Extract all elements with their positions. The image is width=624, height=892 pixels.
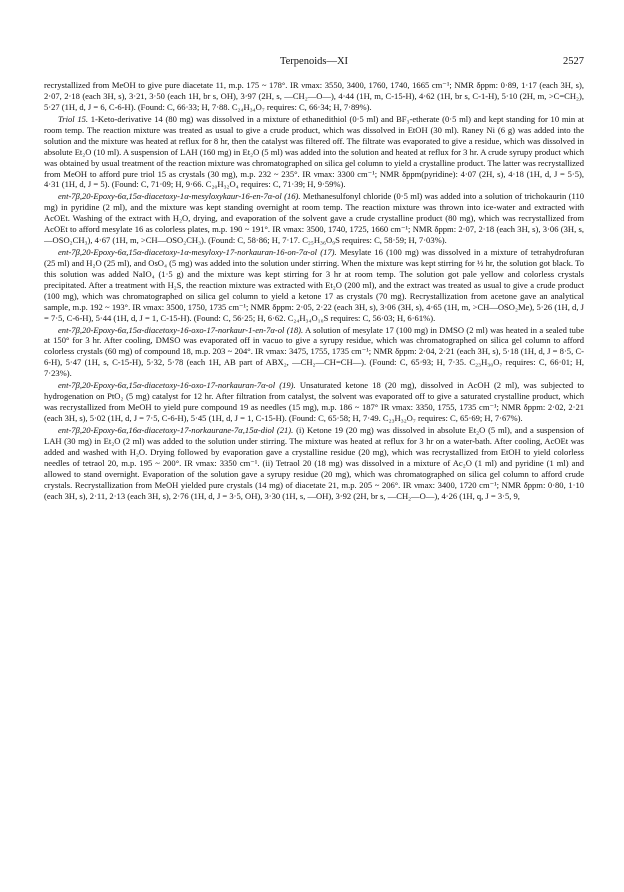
paragraph-lead: ent-7β,20-Epoxy-6α,16α-diacetoxy-17-norkaurane-7α,15α-diol (21). (58, 424, 294, 435)
paragraph-lead: ent-7β,20-Epoxy-6α,15α-diacetoxy-16-oxo-17-norkaur-1-en-7α-ol (18). (58, 324, 304, 335)
paragraph-text: A solution of mesylate 17 (100 mg) in DMSO (2 ml) was heated in a sealed tube at 150° for 3 hr. After cooling, DMSO was evaporated off in vacuo to give a syrupy residue, which was chromatographed on silica gel column to afford colorless crystals (60 mg) of compound 18, m.p. 203 ~ 204°. IR νmax: 3475, 1755, 1735 cm⁻¹; NMR δppm: 2·04, 2·21 (each 3H, s), 5·18 (1H, d, J = 8·5, C-6-H), 5·47 (1H, s, C-15-H), 5·32, 5·78 (each 1H, AB part of ABX₂, —CH₂—CH=CH—). (Found: C, 65·93; H, 7·35. C₂₃H₃₀O₇ requires: C, 66·01; H, 7·23%). (44, 324, 584, 379)
journal-running-title: Terpenoids—XI (279, 56, 349, 67)
paragraph-triol-15 (44, 114, 584, 191)
paragraph-lead: ent-7β,20-Epoxy-6α,15α-diacetoxy-1α-mesyloxykaur-16-en-7α-ol (16). (58, 191, 301, 202)
paragraph-diacetate-11 (44, 80, 584, 113)
page-number: 2527 (563, 56, 584, 67)
paragraph-diacetate-21 (44, 425, 584, 502)
paragraph-compound-18 (44, 325, 584, 380)
paragraph-text: Methanesulfonyl chloride (0·5 ml) was added into a solution of trichokaurin (110 mg) in pyridine (2 ml), and the mixture was kept standing overnight at room temp. The reaction mixture was thrown into ice-water and extracted with AcOEt. Washing of the extract with H₂O, drying, and evaporation of the solvent gave a crude crystalline product (80 mg), which was recrystallized from AcOEt to afford mesylate 16 as colorless plates, m.p. 190 ~ 191°. IR νmax: 3500, 1740, 1725, 1660 cm⁻¹; NMR δppm: 2·07, 2·18 (each 3H, s), 3·06 (3H, s, —OSO₂CH₃), 4·67 (1H, m, >CH—OSO₂CH₃). (Found: C, 58·86; H, 7·17. C₂₅H₃₆O₉S requires: C, 58·59; H, 7·03%). (44, 191, 584, 246)
paragraph-compound-19 (44, 380, 584, 424)
paragraph-lead: ent-7β,20-Epoxy-6α,15α-diacetoxy-16-oxo-17-norkauran-7α-ol (19). (58, 380, 296, 391)
paragraph-lead: Triol 15. (58, 113, 89, 124)
paragraph-text: recrystallized from MeOH to give pure diacetate 11, m.p. 175 ~ 178°. IR νmax: 3550, 3400, 1760, 1740, 1665 cm⁻¹; NMR δppm: 0·89, 1·17 (each 3H, s), 2·07, 2·18 (each 3H, s), 3·21, 3·50 (each 1H, br s, OH), 3·97 (2H, s, —CH₂—O—), 4·44 (1H, m, C-15-H), 4·62 (1H, br s, C-1-H), 5·10 (2H, m, >C=CH₂), 5·27 (1H, d, J = 6, C-6-H). (Found: C, 66·33; H, 7·88. C₂₄H₃₄O₇ requires: C, 66·34; H, 7·89%). (44, 80, 584, 112)
paragraph-lead: ent-7β,20-Epoxy-6α,15α-diacetoxy-1α-mesyloxy-17-norkauran-16-on-7α-ol (17). (58, 246, 337, 257)
paragraph-text: Mesylate 16 (100 mg) was dissolved in a mixture of tetrahydrofuran (25 ml) and H₂O (25 ml), and OsO₄ (5 mg) was added into the solution under stirring. When the mixture was kept stirring for ½ hr, the solution got black. To this solution was added NaIO₄ (1·5 g) and the mixture was kept stirring for 3 hr at room temp. The solution got pale yellow and colorless crystals precipitated. After a treatment with H₂S, the reaction mixture was extracted with Et₂O (200 ml), and the extract was treated as usual to give a crude product (100 mg), which was chromatographed on silica gel column to yield a ketone 17 as crystals (70 mg). Recrystallization from acetone gave an analytical sample, m.p. 192 ~ 193°. IR νmax: 3500, 1750, 1735 cm⁻¹; NMR δppm: 2·05, 2·22 (each 3H, s), 3·06 (3H, s), 4·65 (1H, m, >CH—OSO₂Me), 5·26 (1H, d, J = 7·5, C-6-H), 5·44 (1H, d, J = 1, C-15-H). (Found: C, 56·25; H, 6·62. C₂₄H₃₄O₁₀S requires: C, 56·03; H, 6·61%). (44, 246, 584, 323)
running-head (44, 56, 584, 70)
paragraph-text: 1-Keto-derivative 14 (80 mg) was dissolved in a mixture of ethanedithiol (0·5 ml) and BF₃-etherate (0·5 ml) and kept standing for 10 min at room temp. The reaction mixture was treated as usual to give a crude product, which was dissolved in EtOH (30 ml). Raney Ni (6 g) was added into the solution and the mixture was heated at reflux for 8 hr, then the catalyst was filtered off. The filtrate was evaporated to give a residue, which was dissolved in absolute Et₂O (10 ml). A suspension of LAH (160 mg) in Et₂O (5 ml) was added into the solution and heated at reflux for 3 hr. A crude syrupy product which was obtained by usual treatment of the reaction mixture was chromatographed on silica gel column to yield a crystalline product. The latter was recrystallized from MeOH to afford pure triol 15 as crystals (30 mg), m.p. 232 ~ 235°. IR νmax: 3300 cm⁻¹; NMR δppm(pyridine): 4·07 (2H, s), 4·18 (1H, d, J = 5·5), 4·31 (1H, d, J = 5). (Found: C, 71·09; H, 9·66. C₂₀H₃₂O₄ requires: C, 71·39; H, 9·59%). (44, 113, 584, 190)
paragraph-text: (i) Ketone 19 (20 mg) was dissolved in absolute Et₂O (5 ml), and a suspension of LAH (30 mg) in Et₂O (2 ml) was added to the solution under stirring. The mixture was heated at reflux for 3 hr on a water-bath. After cooling, AcOEt was added and washed with H₂O. Drying followed by evaporation gave a crystalline residue (20 mg), which was recrystallized from EtOH to yield colorless needles of tetraol 20, m.p. 195 ~ 200°. IR νmax: 3350 cm⁻¹. (ii) Tetraol 20 (18 mg) was dissolved in a mixture of Ac₂O (1 ml) and pyridine (1 ml) and allowed to stand overnight. Evaporation of the solution gave a syrupy residue (20 mg), which was chromatographed on silica gel column to afford crude crystals. Recrystallization from MeOH yielded pure crystals (14 mg) of diacetate 21, m.p. 205 ~ 206°. IR νmax: 3400, 1720 cm⁻¹; NMR δppm: 0·80, 1·10 (each 3H, s), 2·11, 2·13 (each 3H, s), 2·76 (1H, d, J = 3·5, OH), 3·30 (1H, s, —OH), 3·92 (2H, br s, —CH₂—O—), 4·26 (1H, q, J = 3·5, 9, (44, 424, 584, 501)
paragraph-mesylate-16 (44, 191, 584, 246)
body-text (44, 80, 584, 870)
paragraph-text: Unsaturated ketone 18 (20 mg), dissolved in AcOH (2 ml), was subjected to hydrogenation on PtO₂ (5 mg) catalyst for 12 hr. After filtration from catalyst, the solvent was evaporated off to give a saturated crystalline product, which was recrystallized from MeOH to yield pure compound 19 as needles (15 mg), m.p. 186 ~ 187° IR νmax: 3350, 1755, 1735 cm⁻¹; NMR δppm: 2·02, 2·21 (each 3H, s), 5·02 (1H, d, J = 7·5, C-6-H), 5·45 (1H, d, J = 1, C-15-H). (Found: C, 65·58; H, 7·49. C₂₃H₃₂O₇ requires: C, 65·69; H, 7·67%). (44, 380, 584, 424)
paragraph-ketone-17 (44, 247, 584, 324)
